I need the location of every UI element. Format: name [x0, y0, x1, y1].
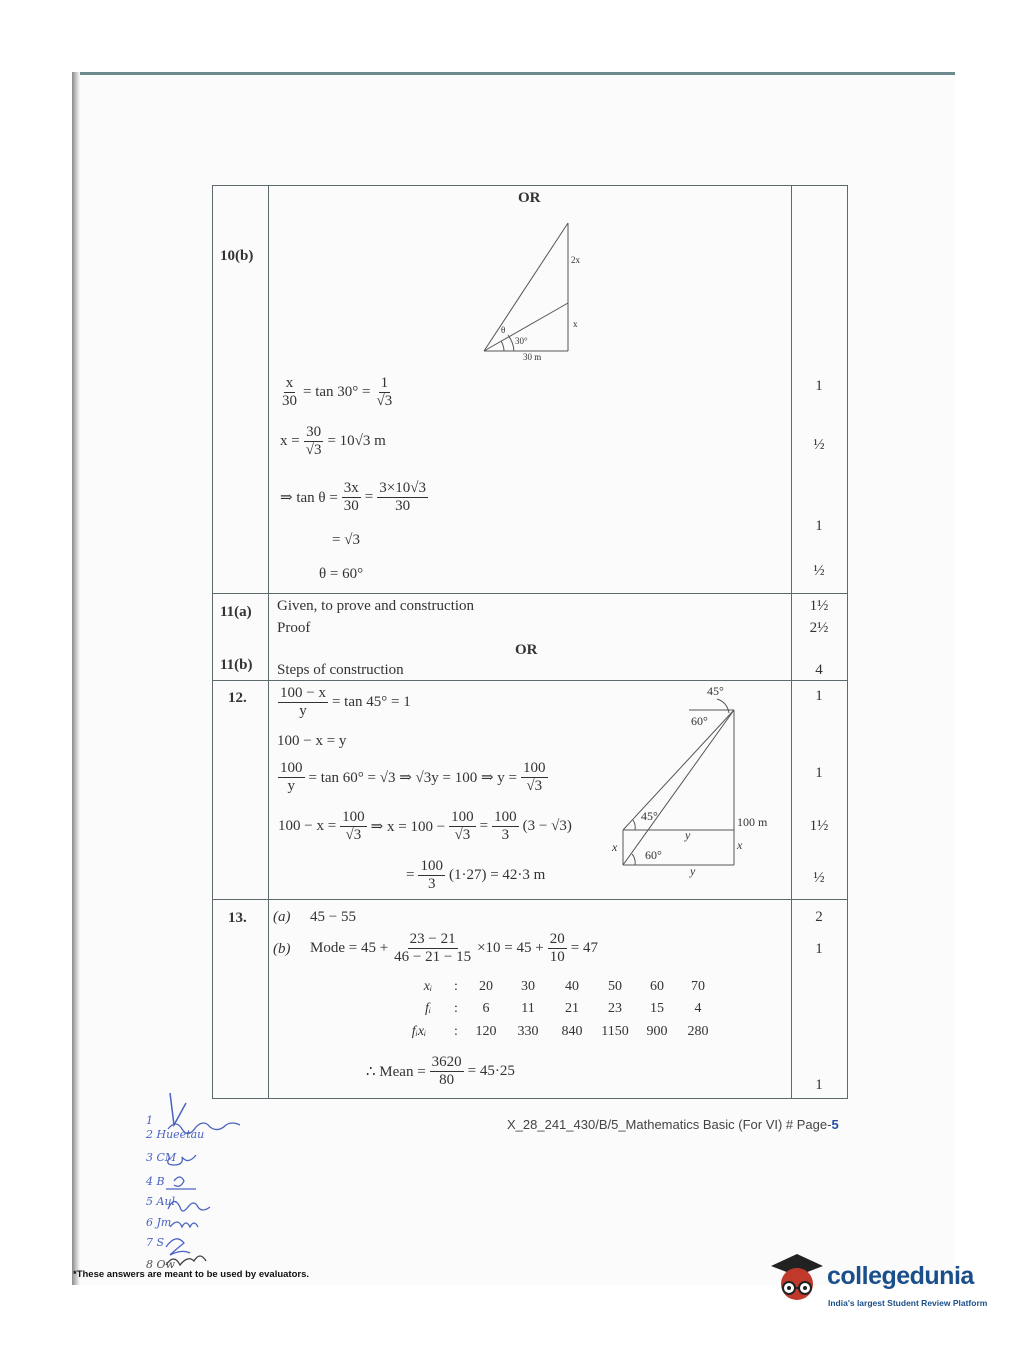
evaluator-disclaimer: *These answers are meant to be used by evaluators. — [73, 1269, 310, 1280]
diagram-10b-label-30deg: 30° — [515, 336, 528, 346]
q13-table-row-x: xᵢ : 20 30 40 50 60 70 — [423, 979, 705, 994]
diagram-12-angle-60-top: 60° — [691, 714, 708, 728]
q10b-step-3: ⇒ tan θ = $\frac{3x}{30}$ = $\frac{3\times 10√3}{30}$ — [280, 480, 426, 514]
q12-mark-1: 1 — [815, 688, 823, 704]
q12-step-5: = $\frac{100}{3}$ (1·27) = 42·3 m — [406, 858, 546, 892]
q12-mark-4: ½ — [813, 870, 825, 886]
table-border-bottom — [212, 1098, 848, 1099]
diagram-12-x-left: x — [612, 840, 618, 854]
q10b-mark-2: ½ — [813, 437, 825, 453]
table-border-col1 — [268, 185, 269, 1098]
diagram-10b-label-2x: 2x — [571, 255, 580, 265]
scan-top-edge — [72, 72, 955, 75]
or-heading: OR — [518, 190, 541, 206]
handwritten-line-5: 5 Aul — [146, 1195, 176, 1208]
handwritten-number-1: 1 — [146, 1114, 153, 1127]
handwritten-line-3: 3 CM — [146, 1151, 177, 1164]
q13-table-row-f: fᵢ : 6 11 21 23 15 4 — [424, 1001, 702, 1016]
handwritten-line-6: 6 Jm — [146, 1216, 172, 1229]
q10b-step-2: x = $\frac{30}{√3}$ = 10√3 m — [280, 424, 386, 458]
q13b-label: (b) — [273, 941, 291, 957]
question-11b-label: 11(b) — [220, 657, 253, 673]
q13-mark-2: 1 — [815, 941, 823, 957]
q10b-step-5: θ = 60° — [319, 566, 364, 582]
question-10b-label: 10(b) — [220, 248, 254, 264]
q13-mark-3: 1 — [815, 1077, 823, 1093]
q11-or: OR — [515, 642, 538, 658]
row-divider-12-13 — [212, 899, 848, 900]
question-13-label: 13. — [228, 910, 247, 926]
table-border-col2 — [791, 185, 792, 1098]
q12-step-3: $\frac{100}{y}$ = tan 60° = √3 ⇒ √3y = 100 ⇒ y = $\frac{100}{√3}$ — [280, 760, 546, 794]
diagram-10b-triangle — [470, 215, 590, 365]
q10b-mark-4: ½ — [813, 563, 825, 579]
diagram-12-y-mid: y — [685, 828, 691, 842]
handwritten-line-8: 8 Ow — [146, 1258, 175, 1271]
q13b-mode-formula: Mode = 45 + $\frac{23 - 21}{46 - 21 - 15}$ ×10 = 45 + $\frac{20}{10}$ = 47 — [310, 931, 598, 965]
handwritten-line-4: 4 B — [146, 1175, 165, 1188]
table-border-top — [212, 185, 848, 186]
q11-mark-2: 2½ — [809, 620, 829, 636]
diagram-10b-label-base: 30 m — [523, 352, 542, 362]
scan-left-edge — [72, 72, 80, 1285]
diagram-10b-label-x: x — [573, 319, 578, 329]
diagram-12-towers — [605, 680, 785, 880]
table-border-left — [212, 185, 213, 1098]
q10b-mark-3: 1 — [815, 518, 823, 534]
handwritten-line-7: 7 S — [146, 1236, 165, 1249]
question-11a-label: 11(a) — [220, 604, 252, 620]
table-border-right — [847, 185, 848, 1098]
q10b-step-4: = √3 — [332, 532, 360, 548]
brand-tagline: India's largest Student Review Platform — [828, 1298, 988, 1308]
q11-mark-3: 4 — [815, 662, 823, 678]
q11a-line-1: Given, to prove and construction — [277, 598, 475, 614]
q11a-line-2: Proof — [277, 620, 311, 636]
diagram-12-height: 100 m — [737, 815, 768, 829]
diagram-12-angle-60: 60° — [645, 848, 662, 862]
q12-step-4: 100 − x = $\frac{100}{√3}$ ⇒ x = 100 − $\frac{100}{√3}$ = $\frac{100}{3}$ (3 − √3) — [278, 809, 572, 843]
question-12-label: 12. — [228, 690, 247, 706]
diagram-10b-label-theta: θ — [501, 325, 506, 335]
q10b-mark-1: 1 — [815, 378, 823, 394]
row-divider-10-11 — [212, 593, 848, 594]
q12-step-2: 100 − x = y — [277, 733, 347, 749]
collegedunia-mascot-icon — [767, 1250, 827, 1310]
handwritten-line-2: 2 Hueetau — [146, 1128, 205, 1141]
diagram-12-y-bottom: y — [690, 864, 696, 878]
page-footer-code: X_28_241_430/B/5_Mathematics Basic (For VI) # Page-5 — [507, 1117, 839, 1132]
q13a-label: (a) — [273, 909, 291, 925]
q10b-step-1: $\frac{x}{30}$ = tan 30° = $\frac{1}{√3}$ — [282, 375, 393, 409]
diagram-12-angle-45: 45° — [641, 809, 658, 823]
q11-mark-1: 1½ — [809, 598, 829, 614]
q11b-line: Steps of construction — [277, 662, 404, 678]
q13a-answer: 45 − 55 — [310, 909, 356, 925]
q13-table-row-fx: fᵢxᵢ : 120 330 840 1150 900 280 — [411, 1024, 709, 1039]
q12-mark-2: 1 — [815, 765, 823, 781]
q12-mark-3: 1½ — [809, 818, 829, 834]
q13-mean-formula: ∴ Mean = $\frac{3620}{80}$ = 45·25 — [366, 1054, 515, 1088]
brand-name: collegedunia — [827, 1262, 974, 1290]
diagram-12-x-right: x — [737, 838, 743, 852]
q12-step-1: $\frac{100 - x}{y}$ = tan 45° = 1 — [280, 685, 411, 719]
q13-mark-1: 2 — [815, 909, 823, 925]
diagram-12-angle-45-top: 45° — [707, 684, 724, 698]
